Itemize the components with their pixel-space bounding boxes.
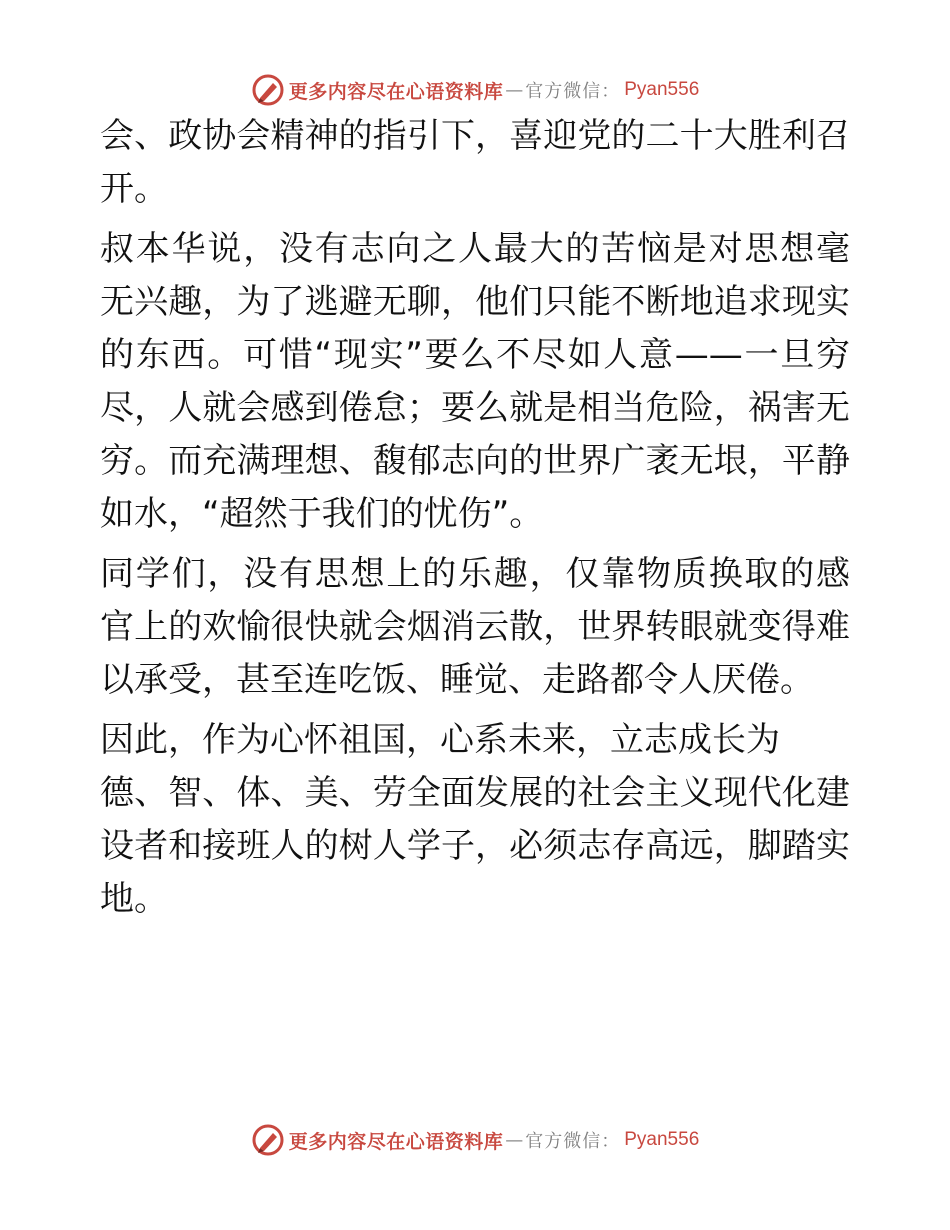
- text-line: 设者和接班人的树人学子，必须志存高远，脚踏实: [100, 826, 850, 866]
- footer-brand-text: 更多内容尽在心语资料库: [288, 1130, 504, 1153]
- paragraph-1: [100, 115, 850, 210]
- text-line: 的东西。可惜“现实”要么不尽如人意——一旦穷: [100, 335, 850, 375]
- text-line: 穷。而充满理想、馥郁志向的世界广袤无垠，平静: [100, 441, 850, 481]
- paragraph-4: [100, 719, 850, 920]
- text-line: 会、政协会精神的指引下，喜迎党的二十大胜利召: [100, 116, 850, 156]
- pen-logo-icon: [251, 1123, 285, 1157]
- text-line: 德、智、体、美、劳全面发展的社会主义现代化建: [100, 773, 850, 813]
- text-line: 叔本华说，没有志向之人最大的苦恼是对思想毫: [100, 229, 850, 269]
- text-line: 地。: [100, 879, 168, 919]
- text-line: 以承受，甚至连吃饭、睡觉、走路都令人厌倦。: [100, 660, 814, 700]
- text-line: 因此，作为心怀祖国，心系未来，立志成长为: [100, 720, 780, 760]
- text-line: 无兴趣，为了逃避无聊，他们只能不断地追求现实: [100, 282, 850, 322]
- text-line: 同学们，没有思想上的乐趣，仅靠物质换取的感: [100, 554, 850, 594]
- text-line: 如水，“超然于我们的忧伤”。: [100, 494, 544, 534]
- header-wechat-label: 官方微信：: [525, 81, 621, 102]
- header-wechat-id: Pyan556: [624, 79, 700, 100]
- paragraph-2: [100, 228, 850, 535]
- text-line: 尽，人就会感到倦怠；要么就是相当危险，祸害无: [100, 388, 850, 428]
- footer-watermark: [0, 1120, 950, 1160]
- pen-logo-icon: [251, 73, 285, 107]
- footer-wechat-id: Pyan556: [624, 1129, 700, 1150]
- text-line: 官上的欢愉很快就会烟消云散，世界转眼就变得难: [100, 607, 850, 647]
- header-dash: —: [505, 79, 524, 101]
- footer-wechat-label: 官方微信：: [525, 1131, 621, 1152]
- header-watermark: [0, 70, 950, 110]
- footer-dash: —: [505, 1129, 524, 1151]
- paragraph-3: [100, 553, 850, 701]
- text-line: 开。: [100, 169, 168, 209]
- header-brand-text: 更多内容尽在心语资料库: [288, 80, 504, 103]
- document-body: [100, 115, 850, 931]
